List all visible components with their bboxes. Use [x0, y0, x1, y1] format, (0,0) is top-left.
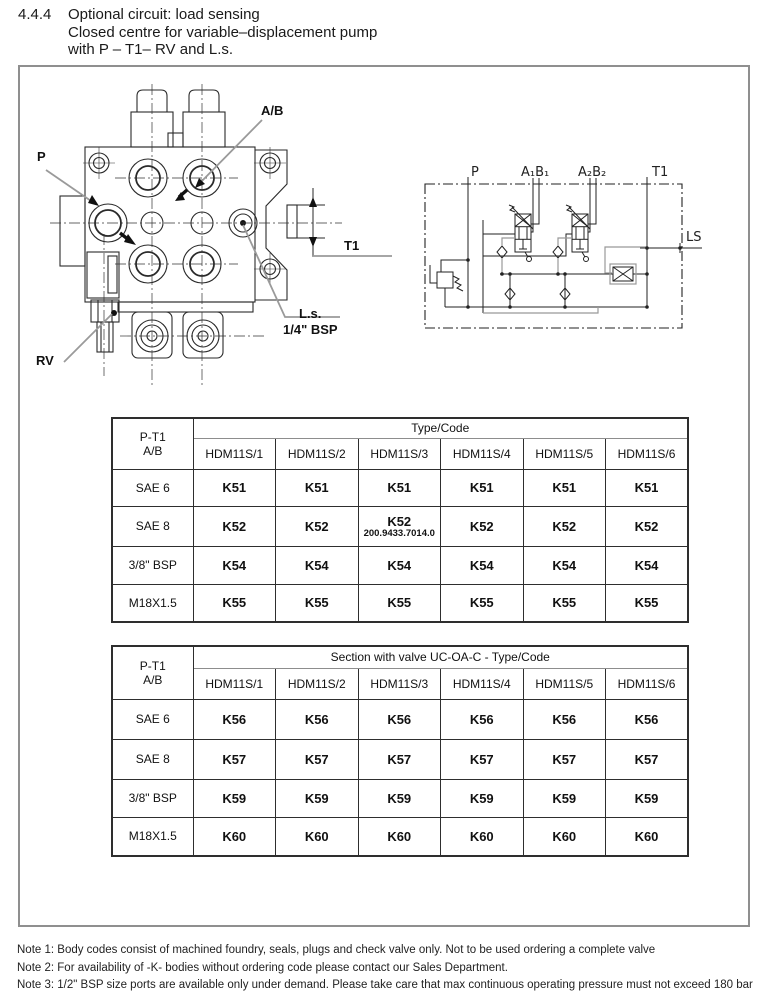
table-row [112, 469, 688, 506]
note-3: Note 3: 1/2" BSP size ports are available only under demand. Please take care that max continuous operating pressure must not exceed 180 bar [17, 979, 753, 991]
corner-line2: A/B [143, 672, 163, 687]
table-row [112, 668, 688, 699]
span-header: Section with valve UC-OA-C - Type/Code [193, 646, 688, 668]
column-header: HDM11S/4 [441, 668, 524, 699]
code-cell: K51 [193, 469, 276, 506]
port-label-ls-size: 1/4" BSP [283, 322, 338, 337]
code-cell: K51 [441, 469, 524, 506]
column-header: HDM11S/2 [276, 438, 359, 469]
column-header: HDM11S/1 [193, 438, 276, 469]
code-cell: K57 [606, 739, 689, 779]
span-header: Type/Code [193, 418, 688, 438]
code-cell: K60 [606, 817, 689, 856]
code-cell: K51 [276, 469, 359, 506]
code-cell: K52 [276, 506, 359, 546]
table-row [112, 699, 688, 739]
title-line-1: Optional circuit: load sensing [68, 6, 260, 23]
code-cell: K60 [523, 817, 606, 856]
row-label: M18X1.5 [112, 817, 193, 856]
title-line-3: with P – T1– RV and L.s. [68, 41, 234, 58]
code-cell: K52 [523, 506, 606, 546]
table-row [112, 646, 688, 668]
port-label-ls: L.s. [299, 306, 322, 321]
row-label: 3/8" BSP [112, 546, 193, 584]
code-cell: K51 [523, 469, 606, 506]
section-header [18, 6, 377, 59]
schematic-label-p: P [471, 165, 479, 180]
table-row [112, 506, 688, 546]
column-header: HDM11S/2 [276, 668, 359, 699]
code-cell: K51 [606, 469, 689, 506]
code-cell: K57 [276, 739, 359, 779]
schematic-label-a2b2: A₂B₂ [578, 165, 607, 180]
code-cell: K56 [276, 699, 359, 739]
code-cell: K57 [441, 739, 524, 779]
schematic-label-t1: T1 [652, 165, 669, 180]
corner-line1: P-T1 [139, 658, 166, 673]
column-header: HDM11S/6 [606, 668, 689, 699]
leader-lines [46, 120, 392, 362]
code-cell: K54 [276, 546, 359, 584]
code-order-number: 200.9433.7014.0 [363, 527, 435, 539]
hydraulic-schematic [420, 160, 755, 340]
code-cell: K55 [358, 584, 441, 622]
code-cell: K56 [606, 699, 689, 739]
note-1: Note 1: Body codes consist of machined foundry, seals, plugs and check valve only. Not to be used ordering a complete valve [17, 944, 656, 956]
code-cell: K52 [193, 506, 276, 546]
code-cell-with-note [358, 506, 441, 546]
code-cell: K54 [606, 546, 689, 584]
title-line-2: Closed centre for variable–displacement pump [68, 23, 378, 41]
row-label: SAE 6 [112, 469, 193, 506]
port-label-p: P [37, 149, 46, 164]
table-row [112, 418, 688, 438]
code-value: K52 [387, 513, 412, 529]
row-label: M18X1.5 [112, 584, 193, 622]
footnotes [17, 942, 757, 991]
code-cell: K59 [276, 779, 359, 817]
type-code-table [111, 417, 689, 623]
code-cell: K60 [276, 817, 359, 856]
corner-header [112, 418, 193, 469]
port-label-rv: RV [36, 353, 54, 368]
row-label: 3/8" BSP [112, 779, 193, 817]
code-cell: K55 [523, 584, 606, 622]
code-cell: K54 [193, 546, 276, 584]
code-cell: K55 [441, 584, 524, 622]
note-2: Note 2: For availability of -K- bodies without ordering code please contact our Sales Department. [17, 961, 508, 974]
row-label: SAE 8 [112, 506, 193, 546]
table-row [112, 779, 688, 817]
code-cell: K59 [358, 779, 441, 817]
column-header: HDM11S/4 [441, 438, 524, 469]
code-cell: K55 [193, 584, 276, 622]
code-cell: K52 [606, 506, 689, 546]
code-cell: K60 [441, 817, 524, 856]
code-cell: K57 [193, 739, 276, 779]
corner-line1: P-T1 [139, 429, 166, 444]
column-header: HDM11S/5 [523, 668, 606, 699]
code-cell: K57 [523, 739, 606, 779]
code-cell: K54 [358, 546, 441, 584]
code-cell: K54 [523, 546, 606, 584]
code-cell: K57 [358, 739, 441, 779]
section-title [68, 6, 377, 59]
column-header: HDM11S/6 [606, 438, 689, 469]
table-row [112, 739, 688, 779]
schematic-label-a1b1: A₁B₁ [521, 165, 550, 180]
code-cell: K59 [523, 779, 606, 817]
table-row [112, 584, 688, 622]
code-cell: K60 [358, 817, 441, 856]
code-cell: K60 [193, 817, 276, 856]
code-cell: K56 [358, 699, 441, 739]
column-header: HDM11S/1 [193, 668, 276, 699]
code-cell: K56 [523, 699, 606, 739]
port-label-t1: T1 [344, 238, 360, 253]
column-header: HDM11S/3 [358, 438, 441, 469]
row-label: SAE 6 [112, 699, 193, 739]
table-row [112, 546, 688, 584]
port-label-ab: A/B [261, 103, 284, 118]
code-cell: K56 [441, 699, 524, 739]
column-header: HDM11S/3 [358, 668, 441, 699]
code-cell: K51 [358, 469, 441, 506]
uc-oa-c-code-table [111, 645, 689, 857]
code-cell: K56 [193, 699, 276, 739]
code-cell: K59 [606, 779, 689, 817]
corner-line2: A/B [143, 443, 163, 458]
table-row [112, 817, 688, 856]
code-cell: K59 [441, 779, 524, 817]
valve-technical-drawing [20, 84, 392, 400]
code-cell: K55 [606, 584, 689, 622]
section-number: 4.4.4 [18, 6, 52, 23]
code-cell: K52 [441, 506, 524, 546]
code-cell: K55 [276, 584, 359, 622]
row-label: SAE 8 [112, 739, 193, 779]
table-row [112, 438, 688, 469]
code-cell: K59 [193, 779, 276, 817]
column-header: HDM11S/5 [523, 438, 606, 469]
schematic-label-ls: LS [686, 230, 702, 245]
corner-header [112, 646, 193, 699]
code-cell: K54 [441, 546, 524, 584]
